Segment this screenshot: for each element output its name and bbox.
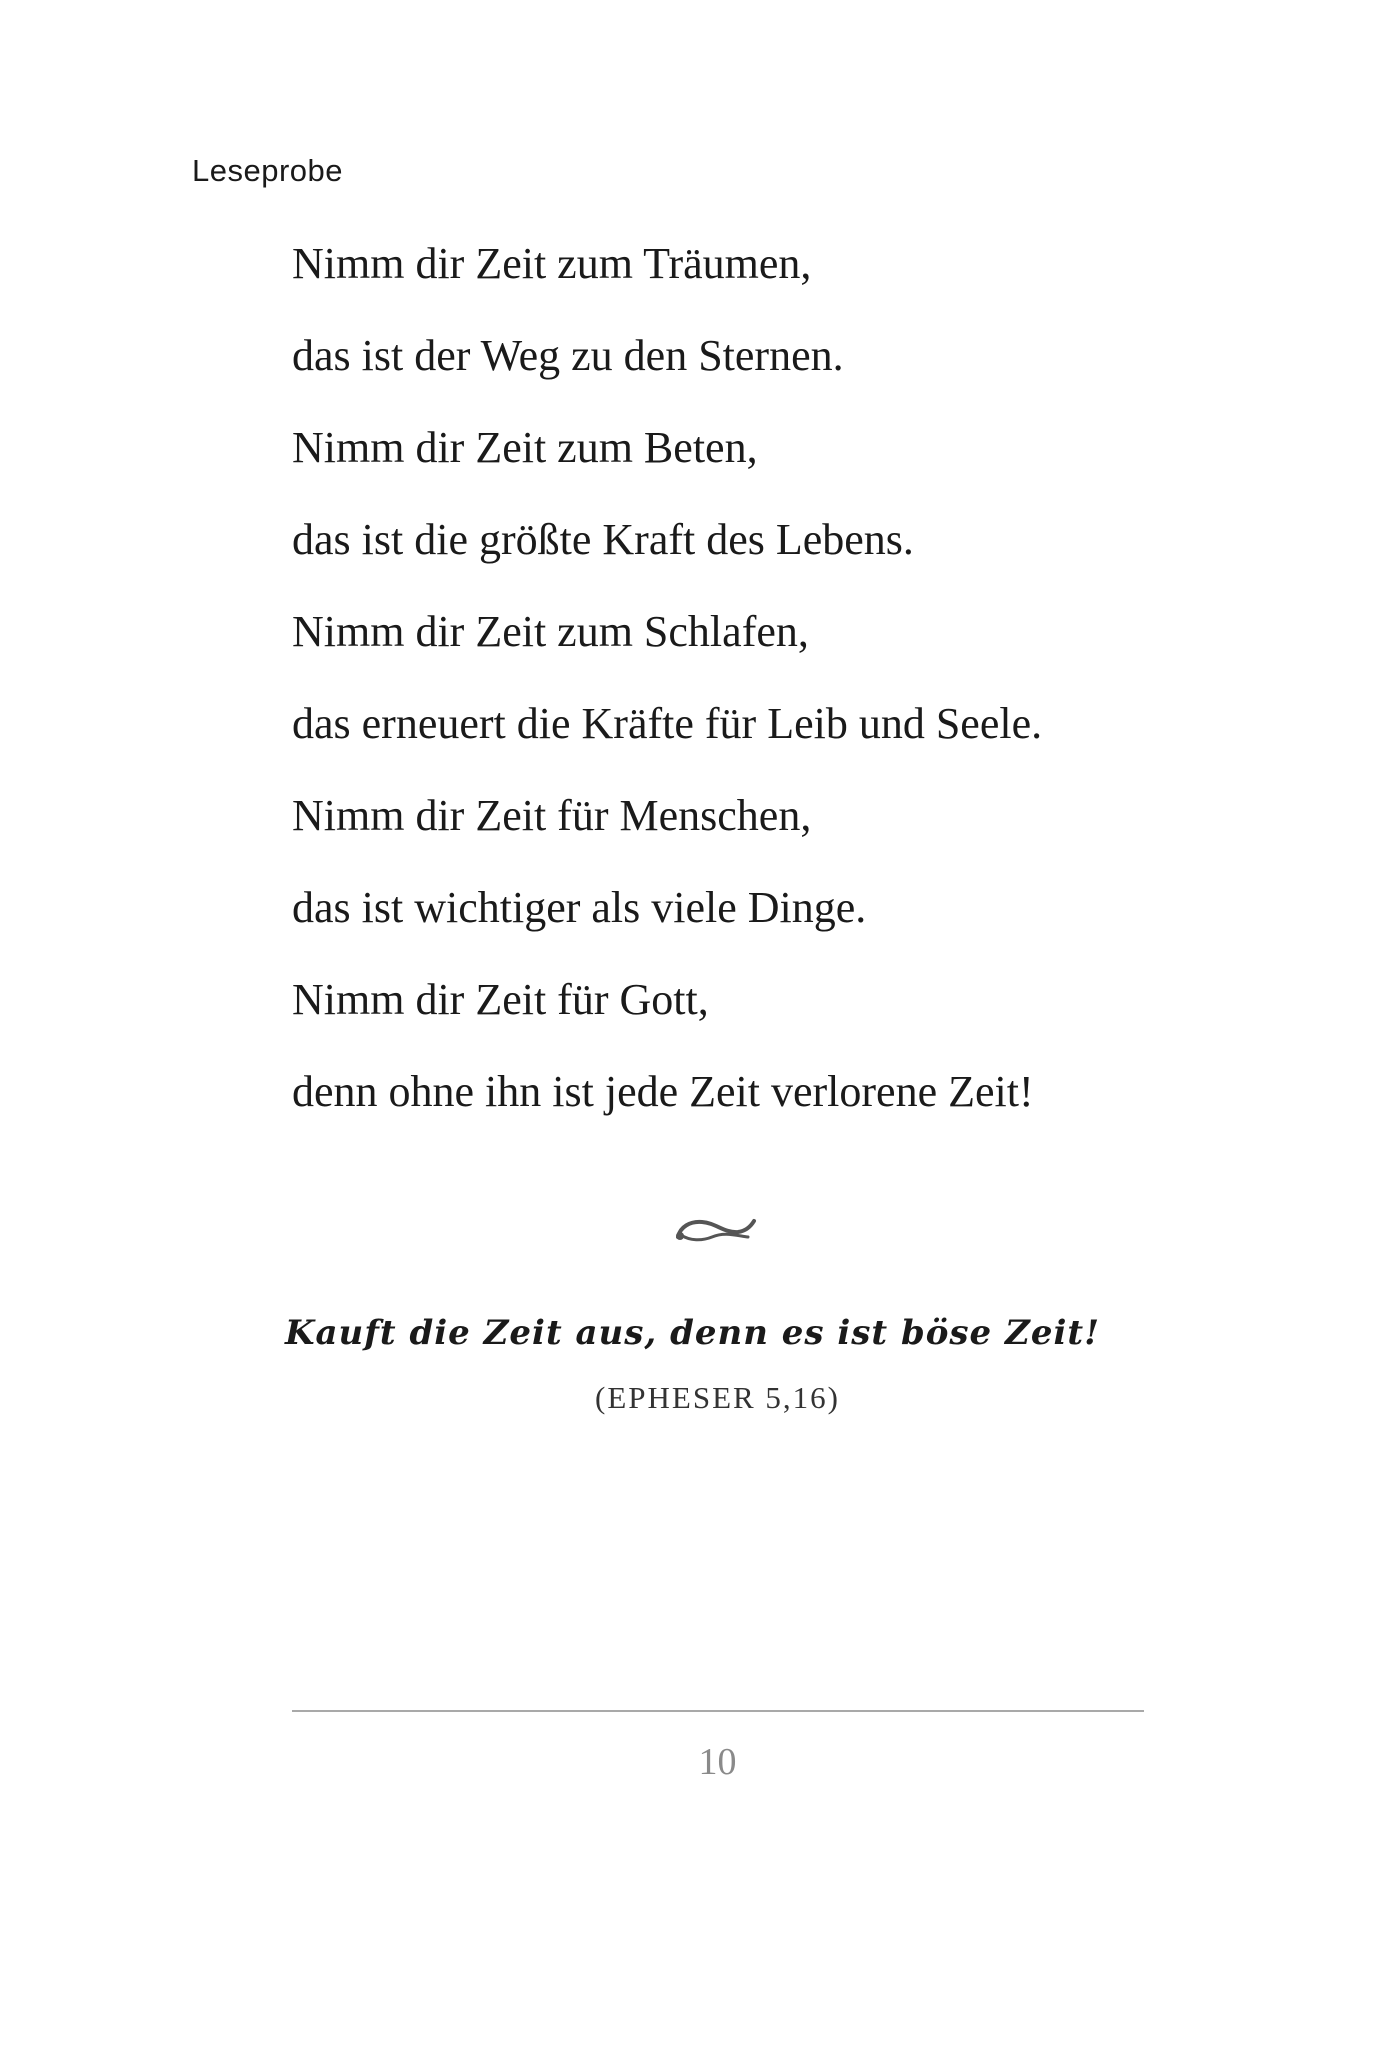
poem-line: Nimm dir Zeit zum Träumen, — [292, 239, 812, 288]
poem-line: das ist die größte Kraft des Lebens. — [292, 515, 914, 564]
poem-line: das ist der Weg zu den Sternen. — [292, 331, 844, 380]
page-number: 10 — [698, 1741, 737, 1783]
poem — [292, 236, 1192, 1156]
leseprobe-label: Leseprobe — [192, 153, 344, 188]
poem-line: Nimm dir Zeit für Menschen, — [292, 791, 812, 840]
bible-verse: Kauft die Zeit aus, denn es ist böse Zeit! — [284, 1313, 1101, 1353]
poem-line: denn ohne ihn ist jede Zeit verlorene Zeit! — [292, 1067, 1034, 1116]
poem-line: Nimm dir Zeit zum Schlafen, — [292, 607, 809, 656]
poem-line: Nimm dir Zeit für Gott, — [292, 975, 709, 1024]
poem-line: Nimm dir Zeit zum Beten, — [292, 423, 758, 472]
poem-line: das ist wichtiger als viele Dinge. — [292, 883, 867, 932]
poem-line: das erneuert die Kräfte für Leib und Seele. — [292, 699, 1043, 748]
footer-divider — [292, 1710, 1144, 1712]
tilde-swash-ornament-icon — [668, 1205, 764, 1251]
verse-reference: (EPHESER 5,16) — [595, 1380, 840, 1415]
